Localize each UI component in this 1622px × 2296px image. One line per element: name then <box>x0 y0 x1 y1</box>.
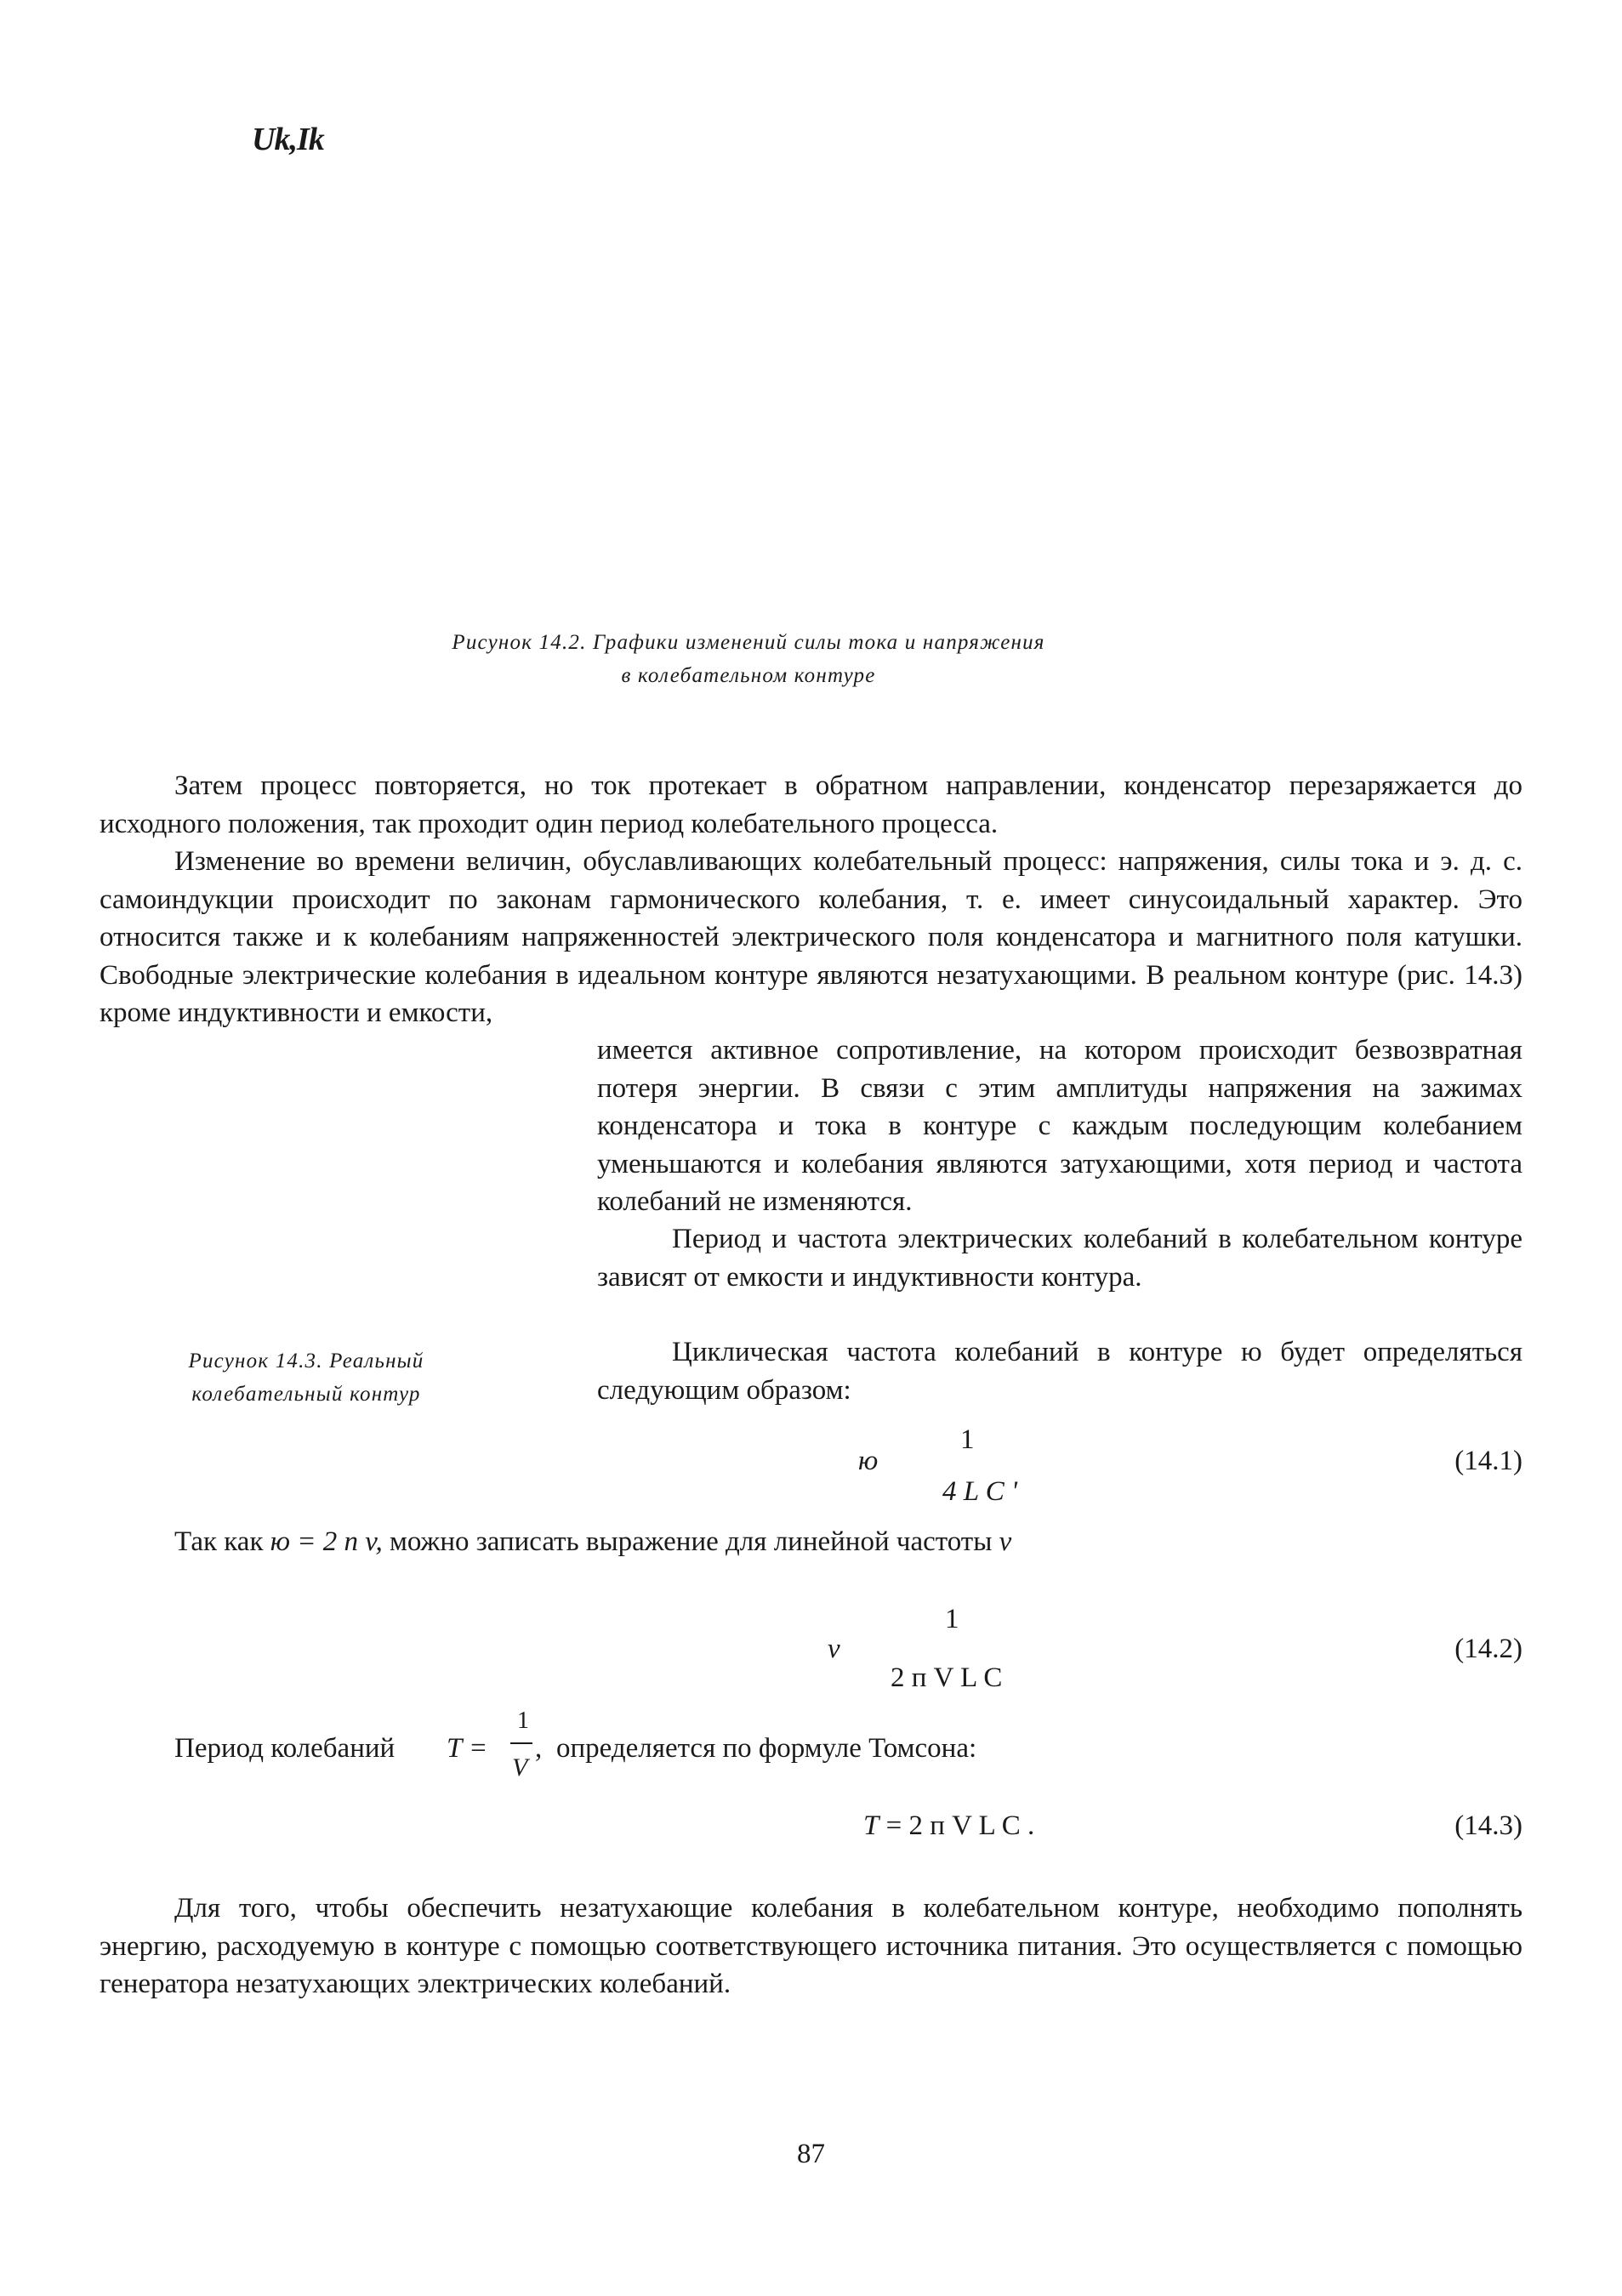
line-period-comma: , <box>535 1733 543 1764</box>
eq2-denominator: 2 п V L C <box>891 1662 1003 1693</box>
graph-axis-label: Uk,Ik <box>252 122 324 157</box>
figure-14-3-caption-line1: Рисунок 14.3. Реальный <box>188 1350 424 1372</box>
line-period-frac-num: 1 <box>517 1708 529 1734</box>
paragraph-1: Затем процесс повторяется, но ток протекает в обратном направлении, конденсатор перезаряжается до исходного положения, так проходит один период колебательного процесса. <box>100 770 1522 839</box>
eq2-lhs: v <box>828 1634 840 1664</box>
paragraph-4: Циклическая частота колебаний в контуре ю будет определяться следующим образом: <box>597 1337 1522 1406</box>
figure-14-2-caption-line1: Рисунок 14.2. Графики изменений силы тока и напряжения <box>452 631 1045 654</box>
page-number: 87 <box>797 2139 825 2169</box>
eq1-number: (14.1) <box>1454 1446 1522 1476</box>
line-period-frac-den: V <box>512 1753 528 1782</box>
eq3-lhs: T <box>863 1810 879 1841</box>
figure-14-2-caption-line2: в колебательном контуре <box>621 664 876 687</box>
paragraph-5: Для того, чтобы обеспечить незатухающие колебания в колебательном контуре, необходимо пополнять энергию, расходуемую в контуре с помощью соответствующего источника питания. Это осуществляется с помощью генератора незатухающих электрических колебаний. <box>100 1893 1522 1999</box>
line-since <box>174 1526 1011 1558</box>
line-period-text: определяется по формуле Томсона: <box>556 1733 977 1764</box>
line-period-frac-bar <box>510 1742 532 1744</box>
line-period-lhs: T = <box>447 1733 488 1764</box>
eq2-number: (14.2) <box>1454 1634 1522 1664</box>
line-period-prefix: Период колебаний <box>174 1733 396 1764</box>
line-since-var: v <box>999 1526 1012 1557</box>
figure-14-3-caption-line2: колебательный контур <box>191 1383 421 1406</box>
eq3-rhs: = 2 п V L C . <box>879 1810 1035 1841</box>
figure-14-2-caption <box>323 626 1174 692</box>
line-since-text: можно записать выражение для линейной частоты <box>382 1526 999 1557</box>
figure-14-3-caption <box>153 1344 459 1411</box>
eq1-denominator: 4 L C ' <box>942 1476 1018 1507</box>
paragraph-2: Изменение во времени величин, обуславливающих колебательный процесс: напряжения, силы тока и э. д. с. самоиндукции происходит по законам гармонического колебания, т. е. имеет синусоидальный характер. Это относится также и к колебаниям напряженностей электрического поля конденсатора и магнитного поля катушки. Свободные электрические колебания в идеальном контуре являются незатухающими. В реальном контуре (рис. 14.3) кроме индуктивности и емкости, <box>100 846 1522 1028</box>
paragraph-2-continuation: имеется активное сопротивление, на котором происходит безвозвратная потеря энергии. В связи с этим амплитуды напряжения на зажимах конденсатора и тока в контуре с каждым последующим колебанием уменьшаются и колебания являются затухающими, хотя период и частота колебаний не изменяются. <box>597 1035 1522 1217</box>
eq3-number: (14.3) <box>1454 1810 1522 1841</box>
eq1-lhs: ю <box>858 1446 879 1476</box>
paragraph-3: Период и частота электрических колебаний в колебательном контуре зависят от емкости и индуктивности контура. <box>597 1224 1522 1293</box>
eq2-numerator: 1 <box>945 1604 959 1634</box>
eq3 <box>863 1810 1034 1842</box>
line-since-prefix: Так как <box>174 1526 270 1557</box>
line-since-expr: ю = 2 п v, <box>270 1526 383 1557</box>
eq1-numerator: 1 <box>960 1424 975 1455</box>
